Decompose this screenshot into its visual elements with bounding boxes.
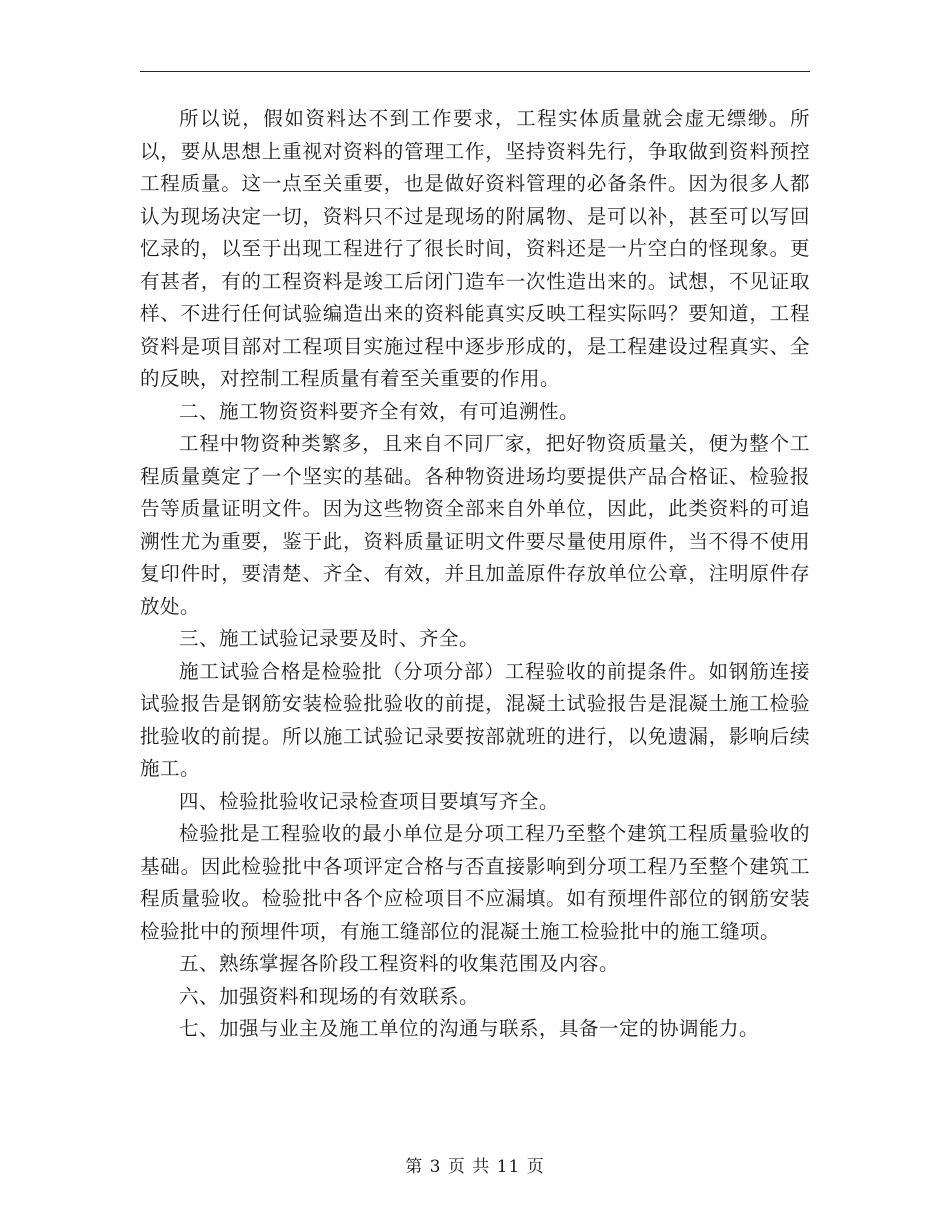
paragraph-materials: 工程中物资种类繁多，且来自不同厂家，把好物资质量关，便为整个工程质量奠定了一个坚实的基础。各种物资进场均要提供产品合格证、检验报告等质量证明文件。因为这些物资全部来自外单位，因此，此类资料的可追溯性尤为重要，鉴于此，资料质量证明文件要尽量使用原件，当不得不使用复印件时，要清楚、齐全、有效，并且加盖原件存放单位公章，注明原件存放处。 [140, 432, 810, 618]
section-heading-5: 五、熟练掌握各阶段工程资料的收集范围及内容。 [179, 952, 620, 975]
section-heading-7: 七、加强与业主及施工单位的沟通与联系，具备一定的协调能力。 [179, 1017, 760, 1040]
page-number: 第 3 页 共 11 页 [405, 1157, 545, 1177]
section-heading-2: 二、施工物资资料要齐全有效，有可追溯性。 [179, 399, 580, 423]
paragraph-intro: 所以说，假如资料达不到工作要求，工程实体质量就会虚无缥缈。所以，要从思想上重视对资料的管理工作，坚持资料先行，争取做到资料预控工程质量。这一点至关重要，也是做好资料管理的必备条件。因为很多人都认为现场决定一切，资料只不过是现场的附属物、是可以补，甚至可以写回忆录的，以至于出现工程进行了很长时间，资料还是一片空白的怪现象。更有甚者，有的工程资料是竣工后闭门造车一次性造出来的。试想，不见证取样、不进行任何试验编造出来的资料能真实反映工程实际吗？要知道，工程资料是项目部对工程项目实施过程中逐步形成的，是工程建设过程真实、全的反映，对控制工程质量有着至关重要的作用。 [140, 107, 810, 390]
section-heading-4: 四、检验批验收记录检查项目要填写齐全。 [179, 789, 560, 813]
paragraph-tests: 施工试验合格是检验批（分项分部）工程验收的前提条件。如钢筋连接试验报告是钢筋安装检验批验收的前提，混凝土试验报告是混凝土施工检验批验收的前提。所以施工试验记录要按部就班的进行，以免遗漏，影响后续施工。 [140, 659, 810, 780]
section-heading-6: 六、加强资料和现场的有效联系。 [179, 984, 480, 1008]
header-divider [140, 71, 810, 72]
document-body [140, 103, 810, 1046]
section-heading-3: 三、施工试验记录要及时、齐全。 [179, 627, 480, 650]
paragraph-inspection-lot: 检验批是工程验收的最小单位是分项工程乃至整个建筑工程质量验收的基础。因此检验批中各项评定合格与否直接影响到分项工程乃至整个建筑工程质量验收。检验批中各个应检项目不应漏填。如有预埋件部位的钢筋安装检验批中的预埋件项，有施工缝部位的混凝土施工检验批中的施工缝项。 [140, 822, 810, 943]
